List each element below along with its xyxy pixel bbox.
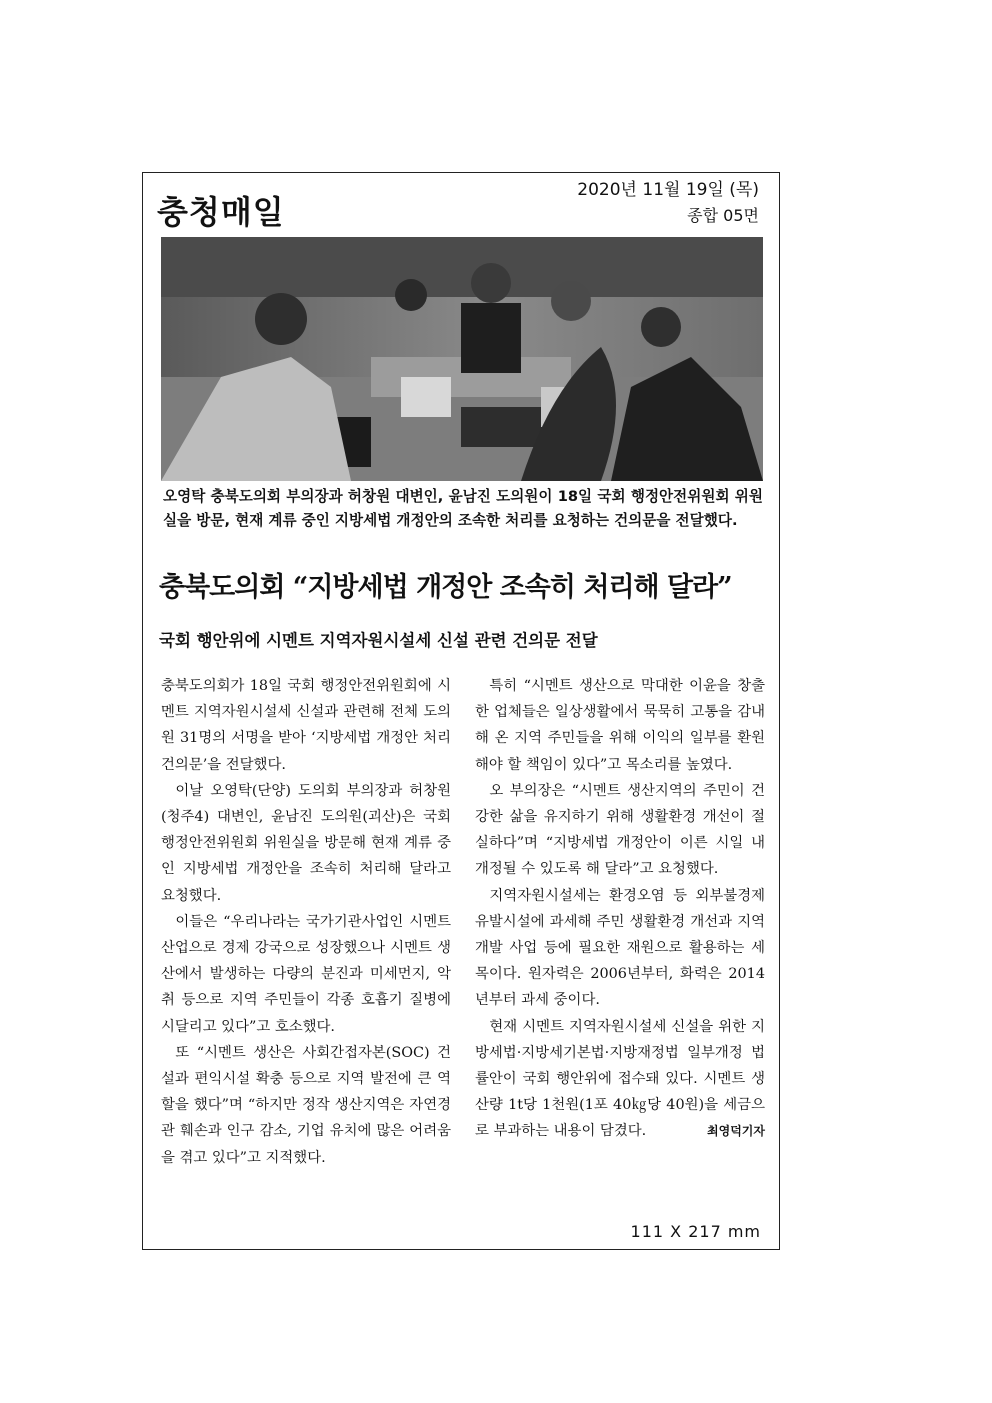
news-photo bbox=[161, 237, 763, 481]
newspaper-masthead: 충청매일 bbox=[157, 193, 285, 231]
article-headline: 충북도의회 “지방세법 개정안 조속히 처리해 달라” bbox=[159, 572, 732, 603]
article-column-left bbox=[161, 673, 451, 1171]
article-paragraph: 이날 오영탁(단양) 도의회 부의장과 허창원(청주4) 대변인, 윤남진 도의원(괴산)은 국회 행정안전위원회 위원실을 방문해 현재 계류 중인 지방세법 개정안을 조속히 처리해 달라고 요청했다. bbox=[161, 782, 451, 904]
page-section: 종합 05면 bbox=[687, 206, 759, 225]
article-column-right bbox=[475, 673, 765, 1145]
article-paragraph: 충북도의회가 18일 국회 행정안전위원회에 시멘트 지역자원시설세 신설과 관련해 전체 도의원 31명의 서명을 받아 ‘지방세법 개정안 처리 건의문’을 전달했다. bbox=[161, 678, 451, 773]
article-paragraph: 또 “시멘트 생산은 사회간접자본(SOC) 건설과 편익시설 확충 등으로 지역 발전에 큰 역할을 했다”며 “하지만 정작 생산지역은 자연경관 훼손과 인구 감소, 기업 유치에 많은 어려움을 겪고 있다”고 지적했다. bbox=[161, 1044, 451, 1166]
article-paragraph: 지역자원시설세는 환경오염 등 외부불경제 유발시설에 과세해 주민 생활환경 개선과 지역개발 사업 등에 필요한 재원으로 활용하는 세목이다. 원자력은 2006년부터, 화력은 2014년부터 과세 중이다. bbox=[475, 887, 765, 1009]
article-paragraph: 오 부의장은 “시멘트 생산지역의 주민이 건강한 삶을 유지하기 위해 생활환경 개선이 절실하다”며 “지방세법 개정안이 이른 시일 내 개정될 수 있도록 해 달라”고 요청했다. bbox=[475, 782, 765, 878]
issue-date: 2020년 11월 19일 (목) bbox=[577, 180, 759, 200]
news-clipping bbox=[142, 172, 780, 1250]
clipping-size: 111 X 217 mm bbox=[630, 1222, 761, 1241]
reporter-byline: 최영덕기자 bbox=[707, 1124, 765, 1139]
article-subheadline: 국회 행안위에 시멘트 지역자원시설세 신설 관련 건의문 전달 bbox=[159, 631, 598, 650]
meeting-photo-illustration bbox=[161, 237, 763, 481]
photo-caption: 오영탁 충북도의회 부의장과 허창원 대변인, 윤남진 도의원이 18일 국회 행정안전위원회 위원실을 방문, 현재 계류 중인 지방세법 개정안의 조속한 처리를 요청하는 건의문을 전달했다. bbox=[163, 488, 763, 529]
article-paragraph: 특히 “시멘트 생산으로 막대한 이윤을 창출한 업체들은 일상생활에서 묵묵히 고통을 감내해 온 지역 주민들을 위해 이익의 일부를 환원해야 할 책임이 있다”고 목소리를 높였다. bbox=[475, 678, 765, 773]
article-paragraph-last bbox=[475, 1014, 765, 1145]
article-paragraph: 이들은 “우리나라는 국가기관사업인 시멘트산업으로 경제 강국으로 성장했으나 시멘트 생산에서 발생하는 다량의 분진과 미세먼지, 악취 등으로 지역 주민들이 각종 호흡기 질병에 시달리고 있다”고 호소했다. bbox=[161, 913, 451, 1035]
article-paragraph-text: 현재 시멘트 지역자원시설세 신설을 위한 지방세법·지방세기본법·지방재정법 일부개정 법률안이 국회 행안위에 접수돼 있다. 시멘트 생산량 1t당 1천원(1포 40㎏당 40원)을 세금으로 부과하는 내용이 담겼다. bbox=[475, 1018, 765, 1140]
